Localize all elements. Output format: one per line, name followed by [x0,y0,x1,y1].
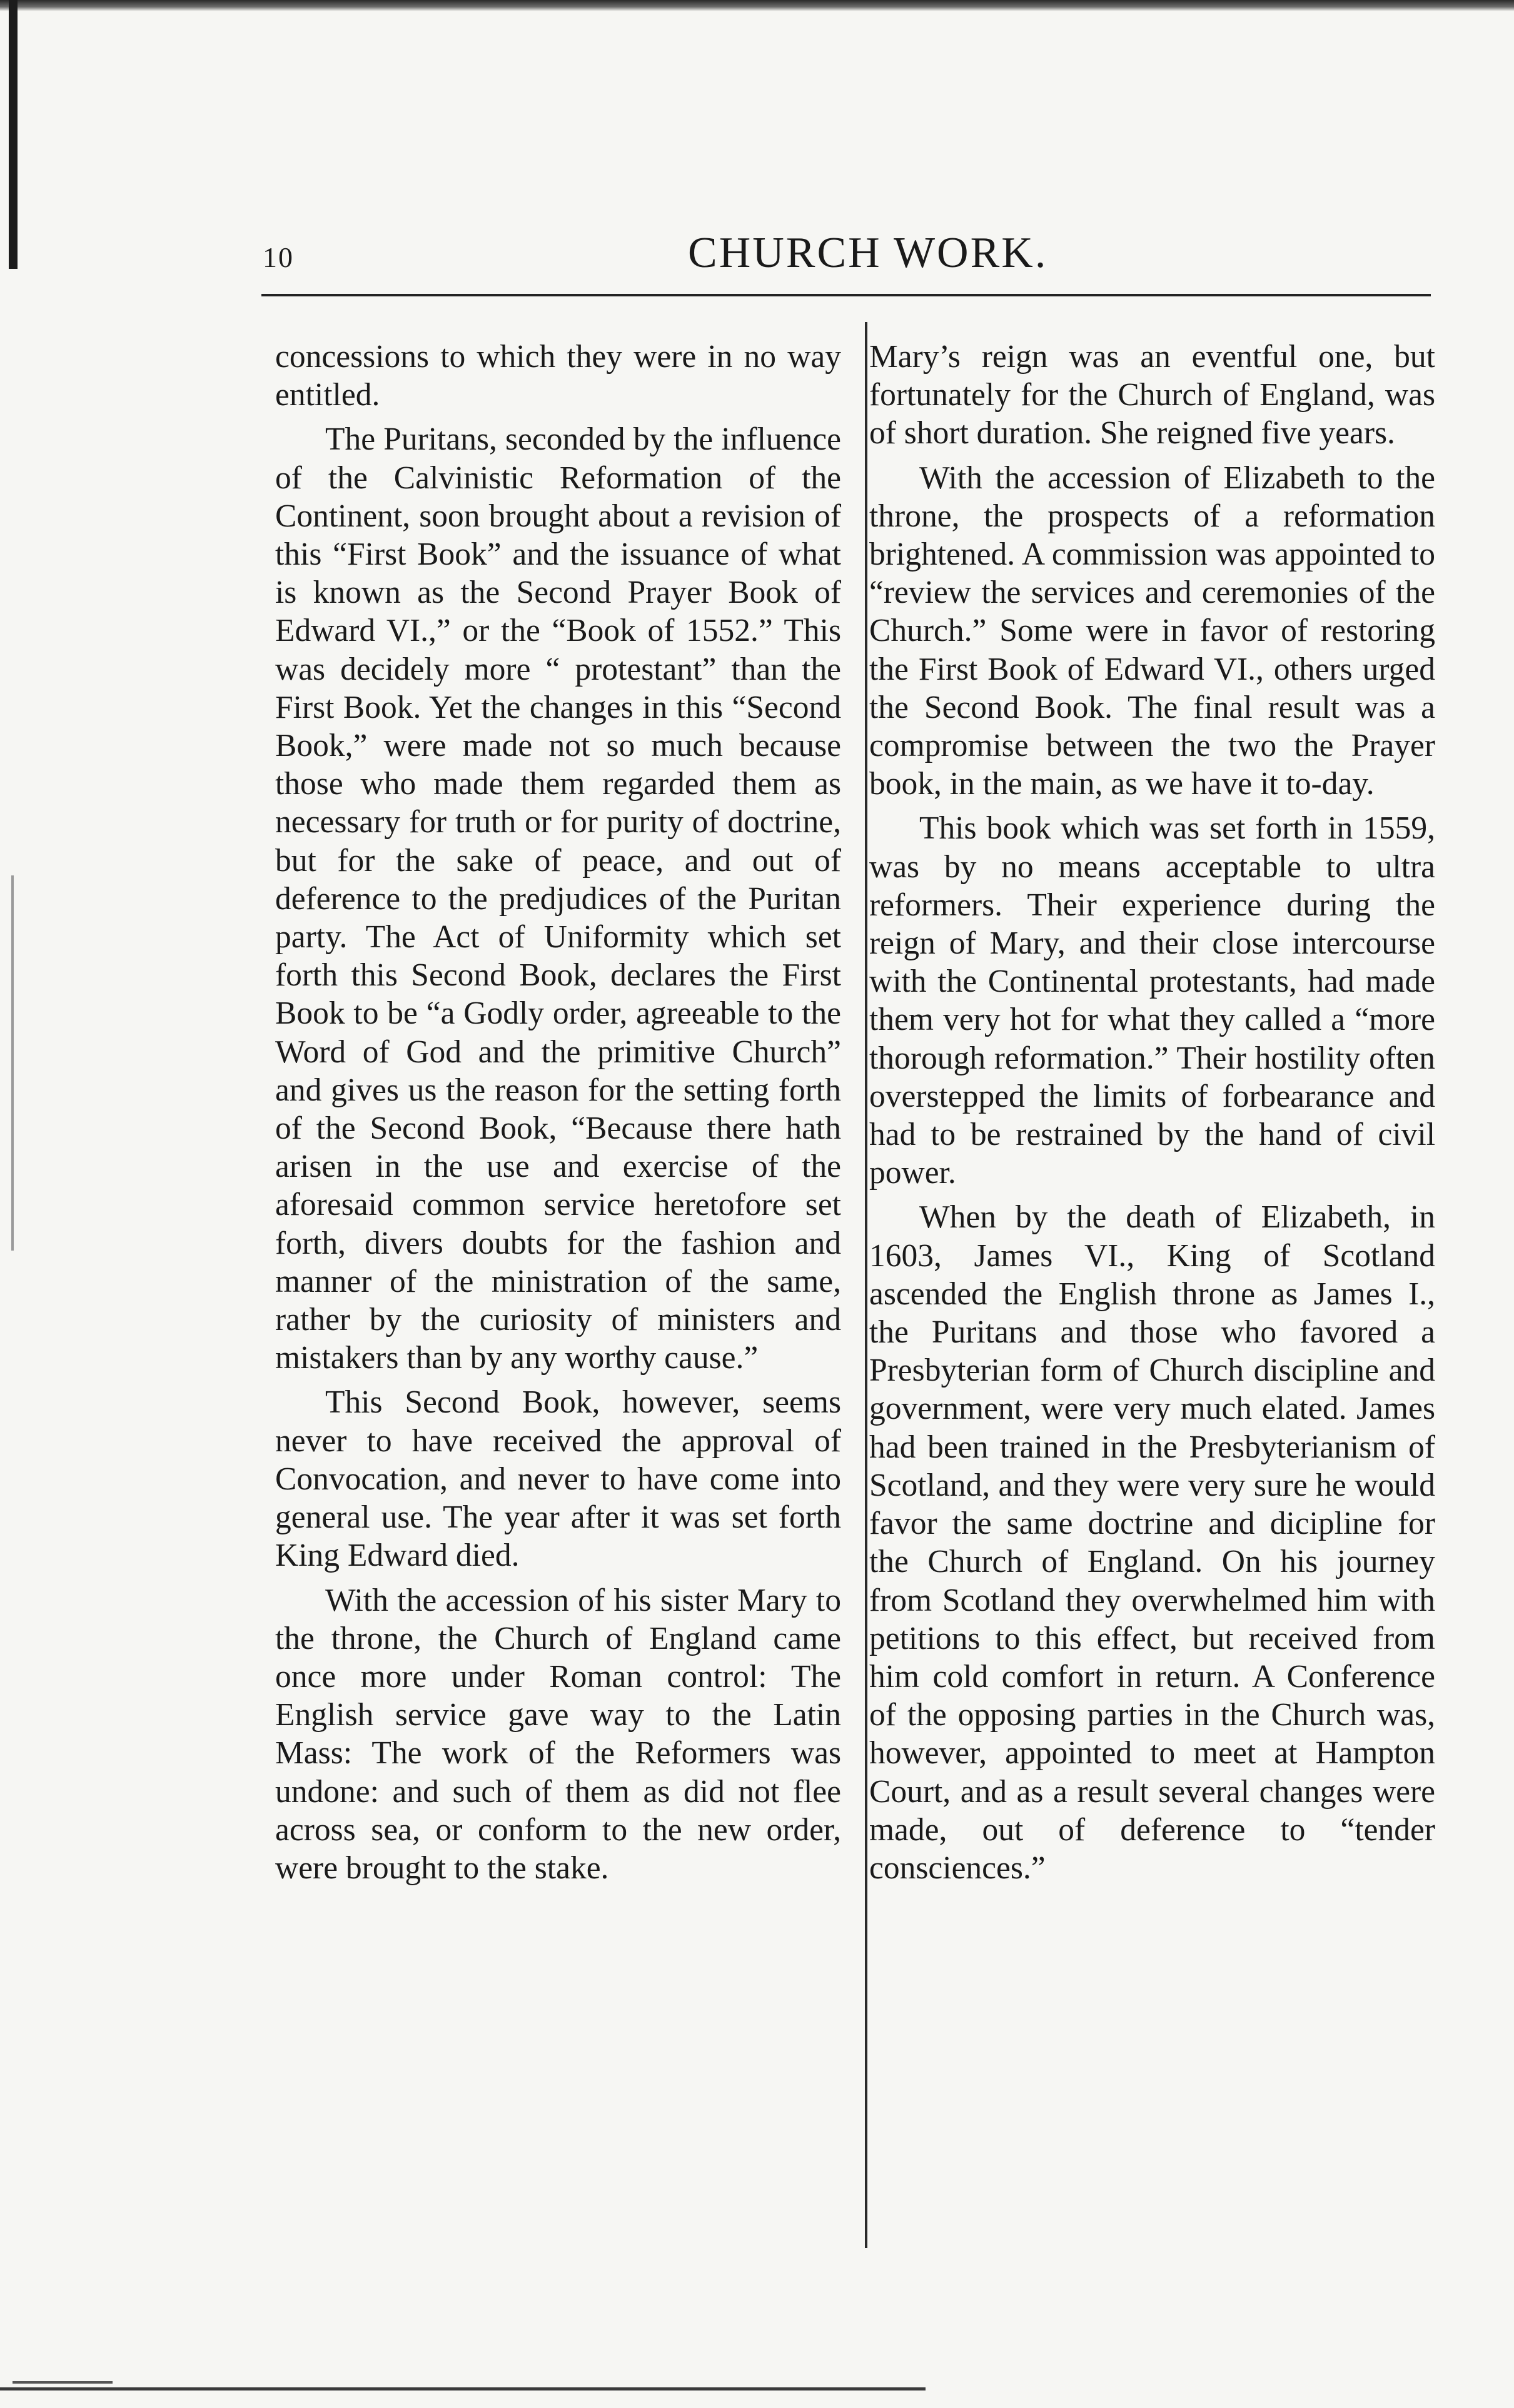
page-header [250,222,1438,285]
scan-top-edge [0,0,1514,11]
page-number: 10 [263,241,294,273]
right-paragraph-1: Mary’s reign was an eventful one, but fortunately for the Church of England, was of short duration. She reigned five years. [869,339,1435,451]
left-paragraph-2: The Puritans, seconded by the influence of the Calvinistic Reformation of the Continent, soon brought about a revision of this “First Book” and the issuance of what is known as the Second Prayer Book of Edward VI.,” or the “Book of 1552.” This was decidely more “ protestant” than the First Book. Yet the changes in this “Second Book,” were made not so much because those who made them regarded them as necessary for truth or for purity of doctrine, but for the sake of peace, and out of deference to the predjudices of the Puritan party. The Act of Uniformity which set forth this Second Book, declares the First Book to be “a Godly order, agreeable to the Word of God and the primitive Church” and gives us the reason for the setting forth of the Second Book, “Because there hath arisen in the use and exercise of the aforesaid common service heretofore set forth, divers doubts for the fashion and manner of the ministration of the same, rather by the curiosity of ministers and mistakers than by any worthy cause.” [275,421,841,1376]
running-head: CHURCH WORK. [688,229,1048,277]
scan-bottom-rule [0,2387,926,2390]
header-rule [261,294,1431,296]
right-paragraph-4: When by the death of Elizabeth, in 1603, James VI., King of Scotland ascended the English throne as James I., the Puritans and those who favored a Presbyterian form of Church discipline and government, were very much elated. James had been trained in the Presbyterianism of Scotland, and they were very sure he would favor the same doctrine and dicipline for the Church of England. On his journey from Scotland they overwhelmed him with petitions to this effect, but received from him cold comfort in return. A Conference of the opposing parties in the Church was, however, appointed to meet at Hampton Court, and as a result several changes were made, out of deference to “tender consciences.” [869,1199,1435,1886]
right-paragraph-2: With the accession of Elizabeth to the throne, the prospects of a reformation brightened. A commission was appointed to “review the services and ceremonies of the Church.” Some were in favor of restoring the First Book of Edward VI., others urged the Second Book. The final result was a compromise between the two the Prayer book, in the main, as we have it to-day. [869,460,1435,802]
left-paragraph-1: concessions to which they were in no way entitled. [275,339,841,413]
scan-bottom-mark [13,2381,113,2384]
scan-left-mark [11,875,14,1251]
left-paragraph-3: This Second Book, however, seems never to have received the approval of Convocation, and never to have come into general use. The year after it was set forth King Edward died. [275,1384,841,1574]
right-column [869,338,1435,1893]
scan-left-edge [9,0,18,269]
column-divider [865,322,867,2248]
left-column [275,338,841,1893]
right-paragraph-3: This book which was set forth in 1559, was by no means acceptable to ultra reformers. Their experience during the reign of Mary, and their close intercourse with the Continental protestants, had made them very hot for what they called a “more thorough reformation.” Their hostility often overstepped the limits of forbearance and had to be restrained by the hand of civil power. [869,810,1435,1191]
left-paragraph-4: With the accession of his sister Mary to the throne, the Church of England came once more under Roman control: The English service gave way to the Latin Mass: The work of the Reformers was undone: and such of them as did not flee across sea, or conform to the new order, were brought to the stake. [275,1582,841,1886]
